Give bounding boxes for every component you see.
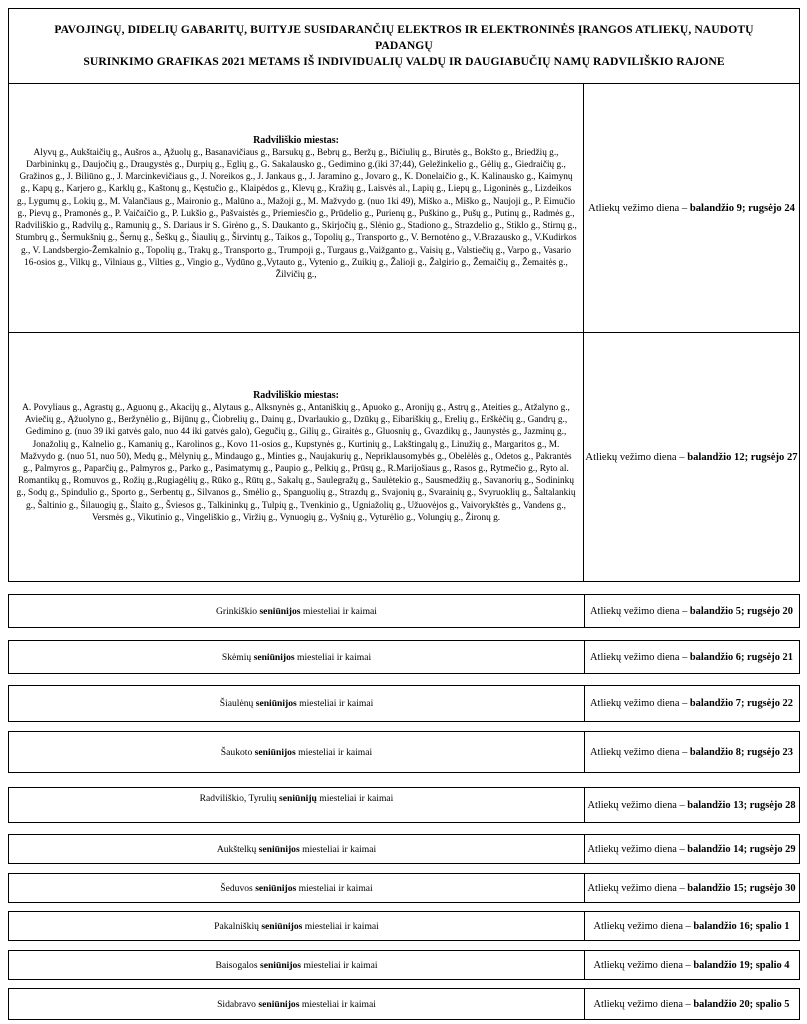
section-2-date-label: Atliekų vežimo diena – (585, 451, 688, 463)
section-2-street-list: A. Povyliaus g., Agrastų g., Aguonų g., Akacijų g., Alytaus g., Alksnynės g., Antaniškių g., Apuoko g., Aronijų g., Astrų g., Ateities g., Atžalyno g., Aviečių g., Ąžuolyno g., Beržynėlio g., Bijūnų g., Čiobrelių g., Dainų g., Dvarlaukio g., Dzūkų g., Eibariškių g., Erelių g., Erškėčių g., Gandrų g., Gedimino g. (nuo 39 iki gatvės galo, nuo 44 iki gatvės galo), Gegučių g., Gilių g., Giraitės g., Gluosnių g., Gvazdikų g., Jaunystės g., Jazminų g., Jonažolių g., Kalnelio g., Kamanių g., Karolinos g., Kovo 11-osios g., Kupstynės g., Kurtinių g., Lakštingalų g., Linužių g., Margaritos g., M. Mažvydo g. (nuo 51, nuo 50), Medų g., Mėlynių g., Mindaugo g., Minties g., Naujakurių g., Nepriklausomybės g., Obelėlės g., Odetos g., Pakrantės g., Palmyros g., Paparčių g., Palmyros g., Parko g., Pasimatymų g., Paupio g., Pelkių g., Prūsų g., R.Marijošiaus g., Rasos g., Rytmečio g., Ryto al. Romantikų g., Romuvos g., Rožių g.,Rugiagėlių g., Rūko g., Rūtų g., Sakalų g., Saulegražų g., Saulėtekio g., Sausmedžių g., Savanorių g., Sodininkų g., Sodų g., Spindulio g., Sporto g., Serbentų g., Silvanos g., Smėlio g., Spanguolių g., Strazdų g., Svajonių g., Svarainių g., Svyruoklių g., Šaltalankių g., Šaltinio g., Šilauogių g., Šlaito g., Šviesos g., Talkininkų g., Tulpių g., Tvenkinio g., Ugniažolių g., Užuovėjos g., Vaivorykštės g., Vandens g., Versmės g., Vikutinio g., Vingeliškio g., Viržių g., Vynuogių g., Vyšnių g., Vyturėlio g., Volungių g., Žironų g. (16, 402, 576, 523)
section-1-streets-cell (9, 84, 584, 332)
eldership-name: Pakalniškių seniūnijos miesteliai ir kaimai (9, 912, 585, 940)
collection-date: Atliekų vežimo diena – balandžio 7; rugsėjo 22 (590, 698, 793, 709)
table-row (8, 787, 800, 823)
title-line-2: SURINKIMO GRAFIKAS 2021 METAMS IŠ INDIVIDUALIŲ VALDŲ IR DAUGIABUČIŲ NAMŲ RADVILIŠKIO RAJONE (83, 55, 725, 68)
table-row (8, 834, 800, 864)
section-1-city-heading: Radviliškio miestas: (253, 134, 339, 146)
eldership-name: Radviliškio, Tyrulių seniūnijų miesteliai ir kaimai (9, 788, 585, 822)
table-row (8, 640, 800, 674)
section-1-street-list: Alyvų g., Aukštaičių g., Aušros a., Ąžuolų g., Basanavičiaus g., Barsukų g., Bebrų g., Beržų g., Bičiulių g., Birutės g., Bokšto g., Briedžių g., Darbininkų g., Daujočių g., Draugystės g., Durpių g., Eglių g., G. Sakalausko g., Gedimino g.(iki 37;44), Geležinkelio g., Gėlių g., Giedraičių g., Gražinos g., J. Biliūno g., J. Marcinkevičiaus g., J. Noreikos g., J. Jankaus g., J. Jaramino g., Jovaro g., K. Donelaičio g., K. Kalinausko g., Kaimynų g., Kapų g., Karjero g., Karklų g., Kaštonų g., Kęstučio g., Klaipėdos g., Klevų g., Kražių g., Laisvės al., Lapių g., Liepų g., Ligoninės g., Lizdeikos g., Lygumų g., Lokių g., M. Valančiaus g., Maironio g., Malūno a., Mažoji g., M. Mažvydo g. (nuo 1ki 49), Miško a., Miško g., Naujoji g., P. Eimučio g., Pievų g., Pramonės g., P. Vaičaičio g., P. Lukšio g., Pašvaistės g., Priemiesčio g., Prūdelio g., Purienų g., Puškino g., Pušų g., Putinų g., Radmės g., Radviliškio g., Radvilų g., Ramunių g., S. Dariaus ir S. Girėno g., S. Daukanto g., Skirjočių g., Slėnio g., Stadiono g., Strazdelio g., Stiklo g., Stirnų g., Stumbrų g., Šermukšnių g., Šernų g., Šeškų g., Šiaulių g., Širvintų g., Taikos g., Topolių g., Transporto g., V. Bernotėno g., V.Brazausko g., V.Kudirkos g., V. Landsbergio-Žemkalnio g., Topolių g., Trakų g., Transporto g., Trumpoji g., Turgaus g.,Vaižganto g., Vaisių g., Valstiečių g., Varpo g., Vasario 16-osios g., Vilkų g., Vilniaus g., Vilties g., Vingio g., Vydūno g.,Vytauto g., Vytenio g., Zuikių g., Žalioji g., Žalgirio g., Žemaičių g., Žemaitės g., Žilvičių g., (15, 147, 577, 280)
table-row (8, 594, 800, 628)
section-1-date-label: Atliekų vežimo diena – (588, 202, 690, 214)
collection-date: Atliekų vežimo diena – balandžio 19; spalio 4 (593, 959, 790, 971)
section-1-date-cell (584, 84, 799, 332)
collection-date: Atliekų vežimo diena – balandžio 14; rugsėjo 29 (587, 843, 796, 855)
document-header (8, 8, 800, 84)
section-2-date: balandžio 12; rugsėjo 27 (687, 451, 798, 463)
section-1-date: balandžio 9; rugsėjo 24 (689, 202, 795, 214)
collection-date: Atliekų vežimo diena – balandžio 6; rugsėjo 21 (590, 651, 793, 663)
table-row (8, 950, 800, 980)
collection-date: Atliekų vežimo diena – balandžio 5; rugsėjo 20 (590, 605, 793, 617)
table-row (8, 731, 800, 773)
eldership-name: Aukštelkų seniūnijos miesteliai ir kaimai (9, 835, 585, 863)
section-2-streets-cell (9, 333, 584, 581)
eldership-name: Šaukoto seniūnijos miesteliai ir kaimai (9, 732, 585, 772)
collection-date: Atliekų vežimo diena – balandžio 15; rugsėjo 30 (587, 882, 796, 894)
schedule-section-2 (8, 332, 800, 582)
collection-date: Atliekų vežimo diena – balandžio 8; rugsėjo 23 (590, 746, 793, 758)
document-title (9, 22, 799, 70)
eldership-name: Šeduvos seniūnijos miesteliai ir kaimai (9, 874, 585, 902)
schedule-section-1 (8, 83, 800, 333)
table-row (8, 988, 800, 1020)
eldership-name: Šiaulėnų seniūnijos miesteliai ir kaimai (9, 686, 585, 721)
collection-date: Atliekų vežimo diena – balandžio 13; rugsėjo 28 (587, 799, 796, 811)
section-2-city-heading: Radviliškio miestas: (253, 389, 339, 401)
eldership-name: Skėmių seniūnijos miesteliai ir kaimai (9, 641, 585, 673)
table-row (8, 685, 800, 722)
table-row (8, 911, 800, 941)
title-line-1: PAVOJINGŲ, DIDELIŲ GABARITŲ, BUITYJE SUSIDARANČIŲ ELEKTROS IR ELEKTRONINĖS ĮRANGOS ATLIEKŲ, NAUDOTŲ PADANGŲ (54, 23, 754, 52)
eldership-name: Baisogalos seniūnijos miesteliai ir kaimai (9, 951, 585, 979)
eldership-name: Grinkiškio seniūnijos miesteliai ir kaimai (9, 595, 585, 627)
eldership-name: Sidabravo seniūnijos miesteliai ir kaimai (9, 989, 585, 1019)
table-row (8, 873, 800, 903)
section-2-date-cell (584, 333, 799, 581)
collection-date: Atliekų vežimo diena – balandžio 16; spalio 1 (593, 920, 790, 932)
collection-date: Atliekų vežimo diena – balandžio 20; spalio 5 (593, 998, 790, 1010)
